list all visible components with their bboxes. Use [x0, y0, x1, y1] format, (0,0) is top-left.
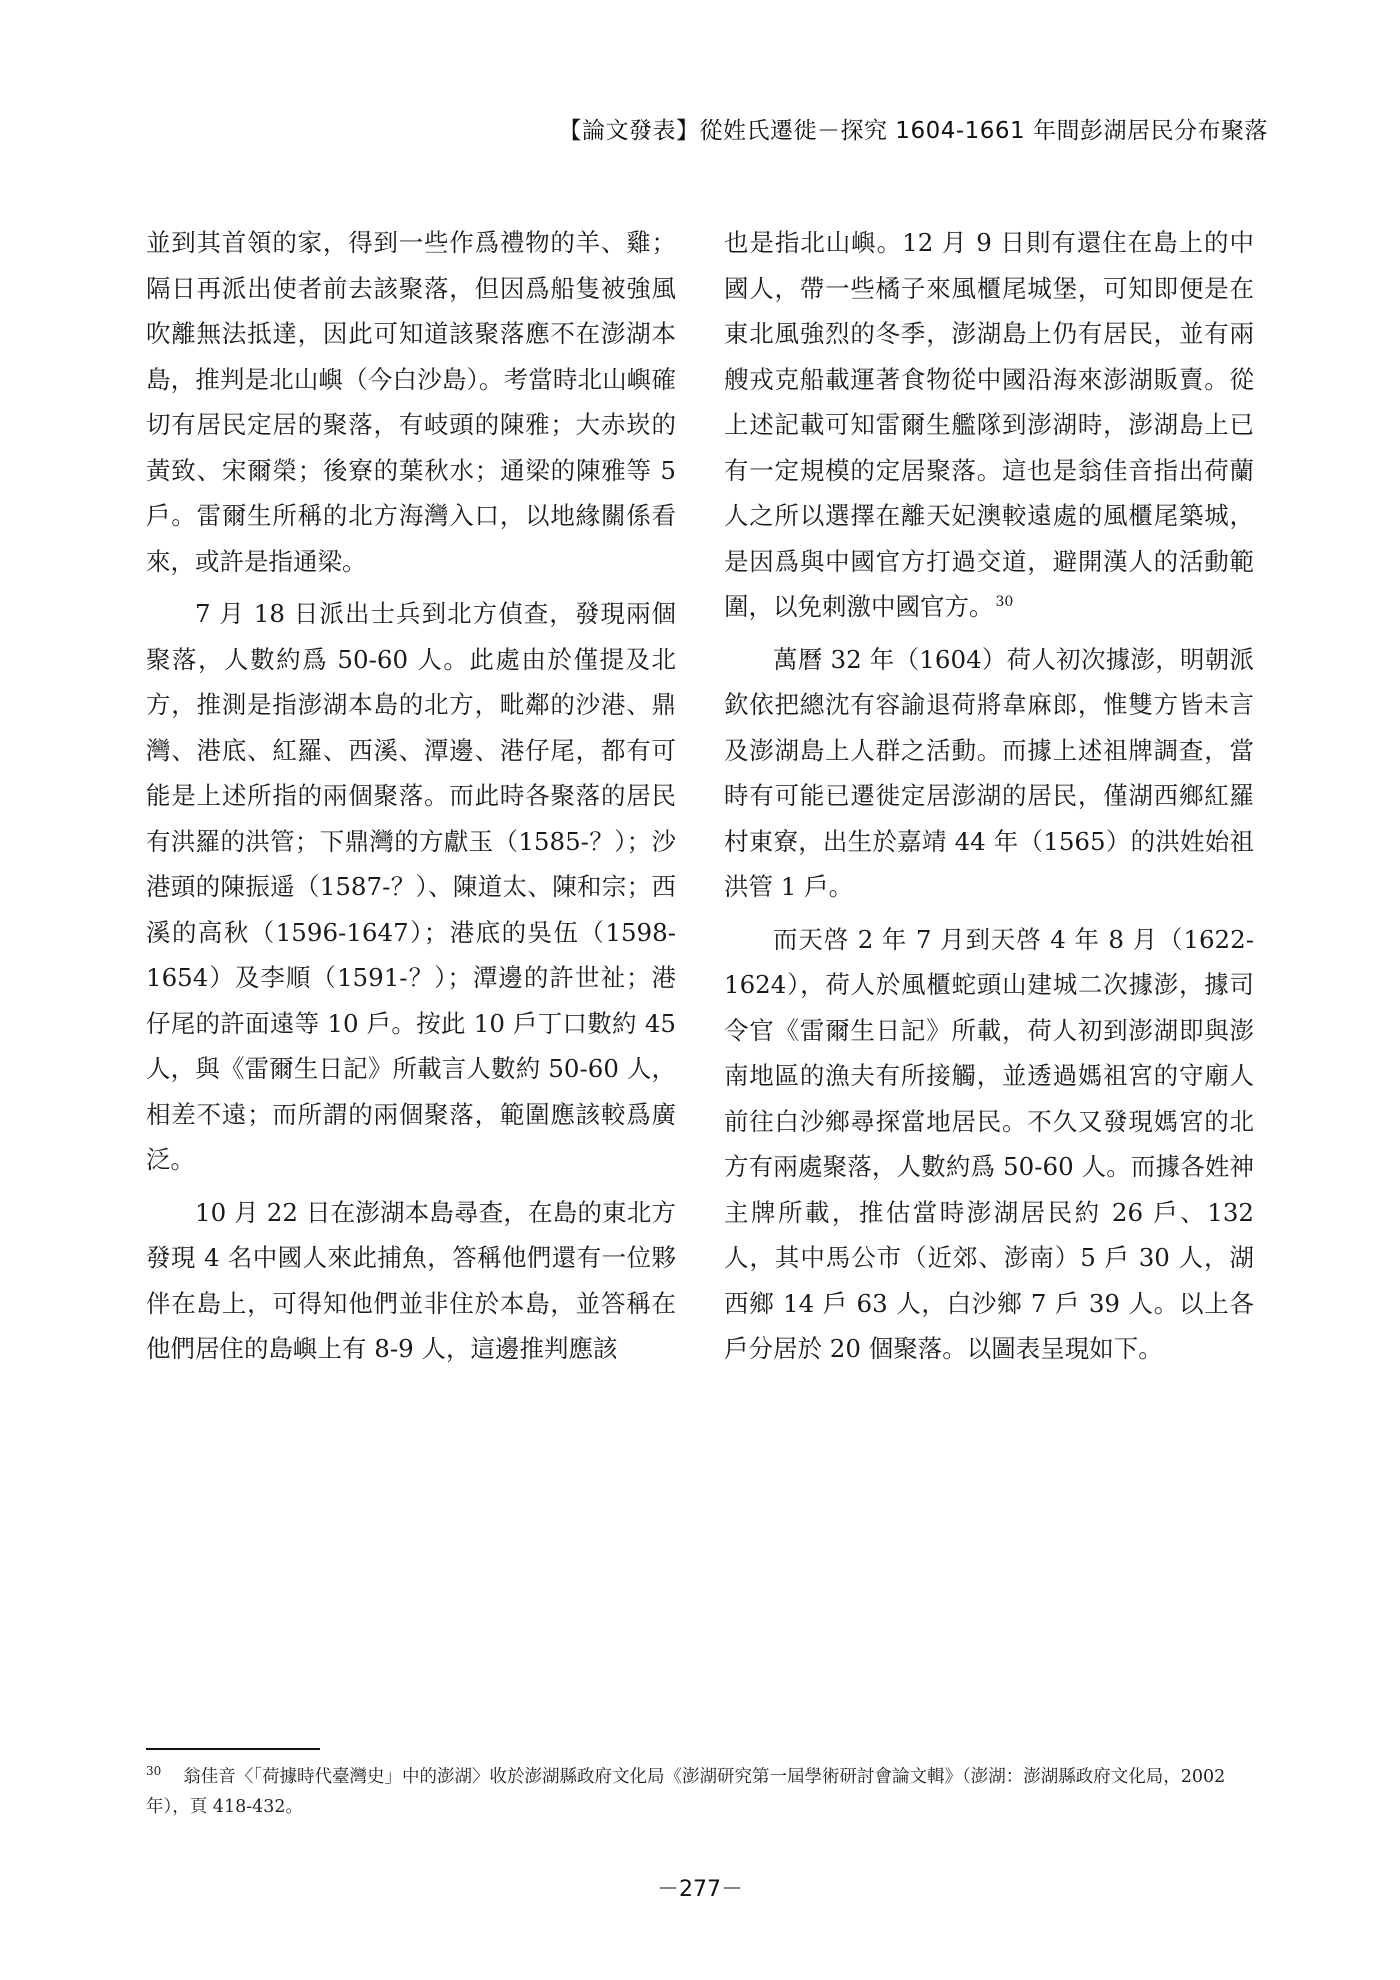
body-paragraph: 而天啓 2 年 7 月到天啓 4 年 8 月（1622-1624），荷人於風櫃蛇頭山建城二次據澎，據司令官《雷爾生日記》所載，荷人初到澎湖即與澎南地區的漁夫有所接觸，並透過媽祖宮的守廟人前往白沙鄉尋探當地居民。不久又發現媽宮的北方有兩處聚落，人數約爲 50-60 人。而據各姓神主牌所載，推估當時澎湖居民約 26 戶、132 人，其中馬公市（近郊、澎南）5 戶 30 人，湖西鄉 14 戶 63 人，白沙鄉 7 戶 39 人。以上各戶分居於 20 個聚落。以圖表呈現如下。	[724, 924, 1254, 1363]
right-column	[724, 220, 1254, 1379]
body-paragraph	[724, 220, 1254, 630]
footnote	[146, 1762, 1258, 1822]
body-paragraph: 7 月 18 日派出士兵到北方偵查，發現兩個聚落，人數約爲 50-60 人。此處由於僅提及北方，推測是指澎湖本島的北方，毗鄰的沙港、鼎灣、港底、紅羅、西溪、潭邊、港仔尾，都有可能是上述所指的兩個聚落。而此時各聚落的居民有洪羅的洪管；下鼎灣的方獻玉（1585-？）；沙港頭的陳振遥（1587-？）、陳道太、陳和宗；西溪的高秋（1596-1647）；港底的吳伍（1598-1654）及李順（1591-？）；潭邊的許世祉；港仔尾的許面遠等 10 戶。按此 10 戶丁口數約 45 人，與《雷爾生日記》所載言人數約 50-60 人，相差不遠；而所謂的兩個聚落，範圍應該較爲廣泛。	[146, 599, 676, 1174]
footnote-divider	[146, 1748, 320, 1750]
footnote-number: 30	[146, 1764, 162, 1779]
paragraph-text: 也是指北山嶼。12 月 9 日則有還住在島上的中國人，帶一些橘子來風櫃尾城堡，可知即便是在東北風強烈的冬季，澎湖島上仍有居民，並有兩艘戎克船載運著食物從中國沿海來澎湖販賣。從上述記載可知雷爾生艦隊到澎湖時，澎湖島上已有一定規模的定居聚落。這也是翁佳音指出荷蘭人之所以選擇在離天妃澳較遠處的風櫃尾築城，是因爲與中國官方打過交道，避開漢人的活動範圍，以免刺激中國官方。	[724, 228, 1254, 621]
footnote-reference[interactable]: 30	[995, 593, 1014, 610]
running-header: 【論文發表】從姓氏遷徙－探究 1604-1661 年間彭湖居民分布聚落	[558, 118, 1268, 144]
body-paragraph: 萬曆 32 年（1604）荷人初次據澎，明朝派欽依把總沈有容諭退荷將韋麻郎，惟雙方皆未言及澎湖島上人群之活動。而據上述祖牌調查，當時有可能已遷徙定居澎湖的居民，僅湖西鄉紅羅村東寮，出生於嘉靖 44 年（1565）的洪姓始祖洪管 1 戶。	[724, 644, 1254, 901]
left-column	[146, 220, 676, 1379]
body-paragraph: 並到其首領的家，得到一些作爲禮物的羊、雞；隔日再派出使者前去該聚落，但因爲船隻被強風吹離無法抵達，因此可知道該聚落應不在澎湖本島，推判是北山嶼（今白沙島）。考當時北山嶼確切有居民定居的聚落，有岐頭的陳雅；大赤崁的黃致、宋爾榮；後寮的葉秋水；通梁的陳雅等 5 戶。雷爾生所稱的北方海灣入口，以地緣關係看來，或許是指通梁。	[146, 228, 676, 576]
body-paragraph: 10 月 22 日在澎湖本島尋查，在島的東北方發現 4 名中國人來此捕魚，答稱他們還有一位夥伴在島上，可得知他們並非住於本島，並答稱在他們居住的島嶼上有 8-9 人，這邊推判應該	[146, 1197, 676, 1363]
page-number: －277－	[657, 1877, 743, 1902]
footnote-text: 翁佳音〈「荷據時代臺灣史」中的澎湖〉收於澎湖縣政府文化局《澎湖研究第一屆學術研討會論文輯》（澎湖：澎湖縣政府文化局，2002 年），頁 418-432。	[146, 1767, 1226, 1817]
